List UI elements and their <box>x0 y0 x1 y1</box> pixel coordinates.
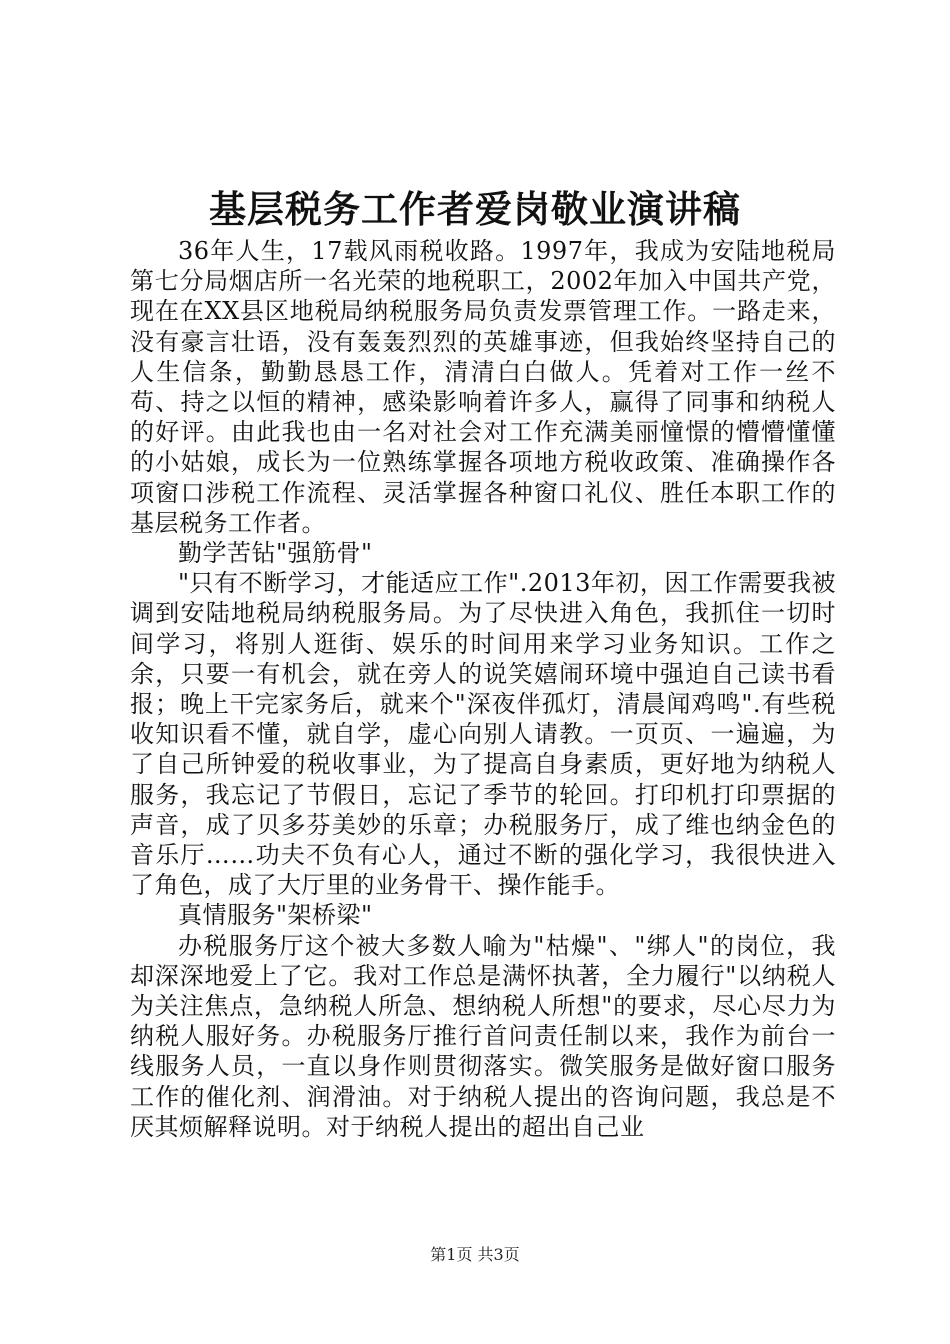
document-body <box>130 236 836 1142</box>
paragraph-intro: 36年人生，17载风雨税收路。1997年，我成为安陆地税局第七分局烟店所一名光荣的地税职工，2002年加入中国共产党，现在在XX县区地税局纳税服务局负责发票管理工作。一路走来，没有豪言壮语，没有轰轰烈烈的英雄事迹，但我始终坚持自己的人生信条，勤勤恳恳工作，清清白白做人。凭着对工作一丝不苟、持之以恒的精神，感染影响着许多人，赢得了同事和纳税人的好评。由此我也由一名对社会对工作充满美丽憧憬的懵懵懂懂的小姑娘，成长为一位熟练掌握各项地方税收政策、准确操作各项窗口涉税工作流程、灵活掌握各种窗口礼仪、胜任本职工作的基层税务工作者。 <box>130 237 836 537</box>
section-heading-service: 真情服务"架桥梁" <box>178 901 373 930</box>
document-title: 基层税务工作者爱岗敬业演讲稿 <box>209 187 741 231</box>
paragraph-study: "只有不断学习，才能适应工作".2013年初，因工作需要我被调到安陆地税局纳税服务局。为了尽快进入角色，我抓住一切时间学习，将别人逛街、娱乐的时间用来学习业务知识。工作之余，只要一有机会，就在旁人的说笑嬉闹环境中强迫自己读书看报；晚上干完家务后，就来个"深夜伴孤灯，清晨闻鸡鸣".有些税收知识看不懂，就自学，虚心向别人请教。一页页、一遍遍，为了自己所钟爱的税收事业，为了提高自身素质，更好地为纳税人服务，我忘记了节假日，忘记了季节的轮回。打印机打印票据的声音，成了贝多芬美妙的乐章；办税服务厅，成了维也纳金色的音乐厅……功夫不负有心人，通过不断的强化学习，我很快进入了角色，成了大厅里的业务骨干、操作能手。 <box>130 569 836 900</box>
section-heading-study: 勤学苦钻"强筋骨" <box>178 539 373 568</box>
paragraph-service: 办税服务厅这个被大多数人喻为"枯燥"、"绑人"的岗位，我却深深地爱上了它。我对工作总是满怀执著，全力履行"以纳税人为关注焦点，急纳税人所急、想纳税人所想"的要求，尽心尽力为纳税人服好务。办税服务厅推行首问责任制以来，我作为前台一线服务人员，一直以身作则贯彻落实。微笑服务是做好窗口服务工作的催化剂、润滑油。对于纳税人提出的咨询问题，我总是不厌其烦解释说明。对于纳税人提出的超出自己业 <box>130 931 836 1141</box>
page-footer: 第1页 共3页 <box>430 1245 520 1264</box>
